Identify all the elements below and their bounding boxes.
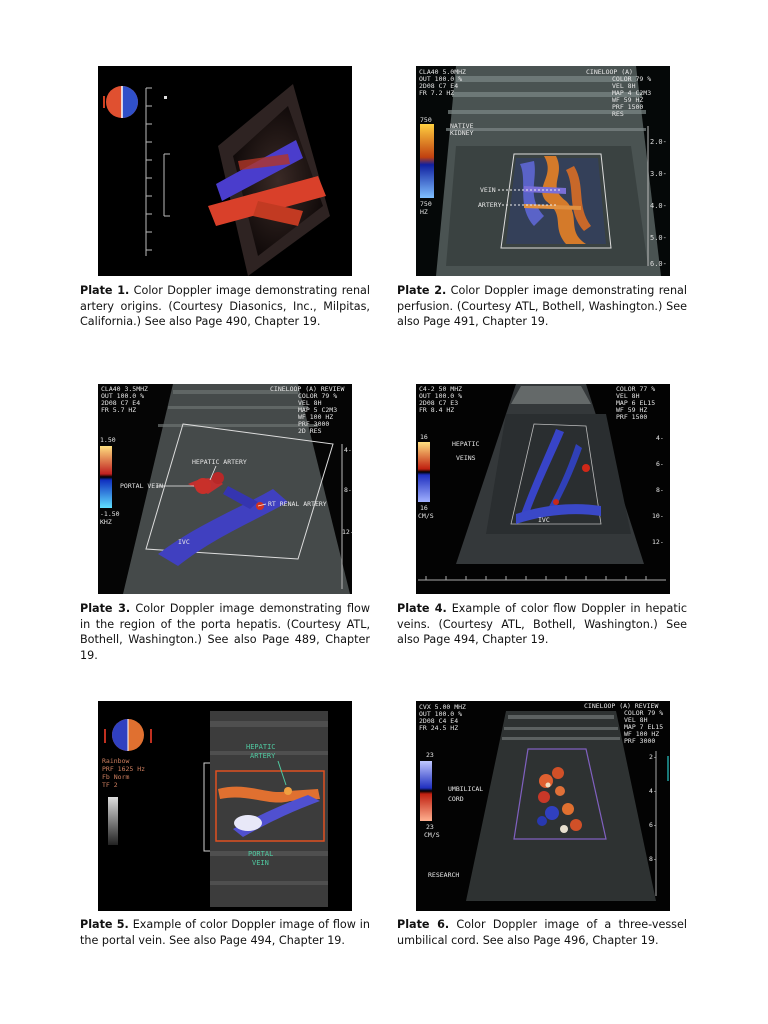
plate-6-caption: [397, 917, 687, 948]
plate-3-renal-artery-label: RT RENAL ARTERY: [268, 500, 327, 508]
plate-2-hdr-l1: CLA40 5.0MHZ: [419, 68, 466, 76]
plate-2-native-l1: NATIVE: [450, 122, 474, 130]
plate-2-native-l2: KIDNEY: [450, 129, 474, 137]
plate-2-hdr-r2: COLOR 79 %: [612, 75, 652, 83]
plate-3-hdr-l2: OUT 100.0 %: [101, 392, 145, 400]
plate-2-image: [416, 66, 670, 276]
plate-5-label: Plate 5.: [80, 918, 129, 931]
plate-6-label: Plate 6.: [397, 918, 450, 931]
plate-2-vein-label: VEIN: [480, 186, 496, 194]
plate-6-text: Color Doppler image of a three-vessel umbilical cord. See also Page 496, Chapter 19.: [397, 918, 688, 947]
plate-3-ivc-label: IVC: [178, 538, 190, 546]
plate-6-scale-unit: CM/S: [424, 831, 440, 839]
plate-2-scale-top: 750: [420, 116, 432, 124]
plate-5-image: [98, 701, 352, 911]
plate-3-hdr-l4: FR 5.7 HZ: [101, 406, 137, 414]
plate-6-research-label: RESEARCH: [428, 871, 460, 879]
plate-2-caption: [397, 283, 687, 330]
plate-2-artery-label: ARTERY: [478, 201, 502, 209]
plate-3-scale-top: 1.50: [100, 436, 116, 444]
plate-2-hdr-l3: 2D08 C7 E4: [419, 82, 459, 90]
plate-6-hdr-l1: CVX 5.00 MHZ: [419, 703, 466, 711]
plate-6-hdr-r5: WF 100 HZ: [624, 730, 660, 738]
plate-4-hdr-r2: VEL 8H: [616, 392, 640, 400]
plate-6-hdr-l2: OUT 100.0 %: [419, 710, 463, 718]
plate-6-hdr-r4: MAP 7 EL15: [624, 723, 664, 731]
plate-4-depth-4: 4-: [656, 434, 664, 442]
plate-3-depth-12: 12-: [342, 528, 354, 536]
plate-3-depth-4: 4-: [344, 446, 352, 454]
plate-4-hdr-l2: OUT 100.0 %: [419, 392, 463, 400]
plate-4-depth-8: 8-: [656, 486, 664, 494]
plate-4-scale-bottom: 16: [420, 504, 428, 512]
plate-2-hdr-l4: FR 7.2 HZ: [419, 89, 455, 97]
plate-6-scale-bottom: 23: [426, 823, 434, 831]
plate-4-hv-l1: HEPATIC: [452, 440, 480, 448]
plate-3-hdr-r2: COLOR 79 %: [298, 392, 338, 400]
plate-1-text: Color Doppler image demonstrating renal artery origins. (Courtesy Diasonics, Inc., Milpitas, California.) See also Page 490, Chapter 19.: [80, 284, 370, 328]
plate-3-depth-8: 8-: [344, 486, 352, 494]
plate-6-hdr-l3: 2D08 C4 E4: [419, 717, 459, 725]
plate-6-depth-2: 2-: [649, 753, 657, 761]
plate-3-image: [98, 384, 352, 594]
plate-3-text: Color Doppler image demonstrating flow in the region of the porta hepatis. (Courtesy ATL, Bothell, Washington.) See also Page 489, Chapter 19.: [80, 602, 370, 662]
plate-6-hdr-r1: CINELOOP (A) REVIEW: [584, 702, 659, 710]
plate-4-scale-top: 16: [420, 433, 428, 441]
plate-3-hdr-r1: CINELOOP (A) REVIEW: [270, 385, 345, 393]
plate-5-pv-l1: PORTAL: [248, 850, 274, 858]
plate-6-hdr-r2: COLOR 79 %: [624, 709, 664, 717]
plate-6-scale-top: 23: [426, 751, 434, 759]
plate-3-hdr-r3: VEL 8H: [298, 399, 322, 407]
plate-3-hdr-r7: 2D RES: [298, 427, 322, 435]
plate-2-depth-3: 3.0-: [650, 170, 667, 178]
plate-5-ha-l1: HEPATIC: [246, 743, 276, 751]
plate-6-hdr-l4: FR 24.5 HZ: [419, 724, 459, 732]
plate-4-depth-6: 6-: [656, 460, 664, 468]
plate-5-param-l4: TF 2: [102, 781, 118, 789]
plate-6-hdr-r3: VEL 8H: [624, 716, 648, 724]
plate-5-param-l3: Fb Norm: [102, 773, 130, 781]
plate-3-hepatic-artery-label: HEPATIC ARTERY: [192, 458, 247, 466]
plate-4-hdr-l4: FR 8.4 HZ: [419, 406, 455, 414]
plate-3-hdr-r6: PRF 3000: [298, 420, 330, 428]
plate-4-image: [416, 384, 670, 594]
plate-4-hdr-r1: COLOR 77 %: [616, 385, 656, 393]
plate-2-depth-5: 5.0-: [650, 234, 667, 242]
plate-6-depth-6: 6-: [649, 821, 657, 829]
plate-3-hdr-l1: CLA40 3.5MHZ: [101, 385, 148, 393]
plate-2-hdr-r1: CINELOOP (A): [586, 68, 633, 76]
plate-2-hdr-r5: WF 59 HZ: [612, 96, 644, 104]
plate-4-ivc-label: IVC: [538, 516, 550, 524]
plate-4-scale-unit: CM/S: [418, 512, 434, 520]
plate-2-depth-2: 2.0-: [650, 138, 667, 146]
plate-6-cord-l1: UMBILICAL: [448, 785, 484, 793]
plate-5-caption: [80, 917, 370, 948]
plate-2-depth-4: 4.0-: [650, 202, 667, 210]
plate-5-param-l1: Rainbow: [102, 757, 130, 765]
plate-6-depth-4: 4-: [649, 787, 657, 795]
plate-3-scale-bottom: -1.50: [100, 510, 120, 518]
plate-2-depth-6: 6.0-: [650, 260, 667, 268]
plate-4-text: Example of color flow Doppler in hepatic veins. (Courtesy ATL, Bothell, Washington.) See also Page 494, Chapter 19.: [397, 602, 688, 646]
plate-4-hdr-l1: C4-2 50 MHZ: [419, 385, 463, 393]
plate-5-pv-l2: VEIN: [252, 859, 269, 867]
plate-1-label: Plate 1.: [80, 284, 130, 297]
plate-6-cord-l2: CORD: [448, 795, 464, 803]
plate-4-depth-10: 10-: [652, 512, 664, 520]
plate-4-depth-12: 12-: [652, 538, 664, 546]
plate-2-hdr-r6: PRF 1500: [612, 103, 644, 111]
plate-4-hdr-r4: WF 59 HZ: [616, 406, 648, 414]
plate-2-text: Color Doppler image demonstrating renal perfusion. (Courtesy ATL, Bothell, Washington.) See also Page 491, Chapter 19.: [397, 284, 687, 328]
plate-1-image: [98, 66, 352, 276]
plate-4-caption: [397, 601, 687, 648]
plate-5-param-l2: PRF 1625 Hz: [102, 765, 146, 773]
plate-2-hdr-r4: MAP 4 C2M3: [612, 89, 652, 97]
plate-1-caption: [80, 283, 370, 330]
plate-3-hdr-l3: 2D08 C7 E4: [101, 399, 141, 407]
plate-6-depth-8: 8-: [649, 855, 657, 863]
plate-4-hv-l2: VEINS: [456, 454, 476, 462]
plate-2-scale-bottom: 750: [420, 200, 432, 208]
plate-2-label: Plate 2.: [397, 284, 447, 297]
plate-4-hdr-l3: 2D08 C7 E3: [419, 399, 459, 407]
plate-2-hdr-r3: VEL 8H: [612, 82, 636, 90]
plate-4-label: Plate 4.: [397, 602, 447, 615]
plate-5-ha-l2: ARTERY: [250, 752, 276, 760]
plate-5-text: Example of color Doppler image of flow in the portal vein. See also Page 494, Chapter 19.: [80, 918, 370, 947]
plate-4-hdr-r5: PRF 1500: [616, 413, 648, 421]
plate-3-label: Plate 3.: [80, 602, 131, 615]
plate-3-portal-vein-label: PORTAL VEIN: [120, 482, 164, 490]
plate-2-hdr-r7: RES: [612, 110, 624, 118]
plate-6-image: [416, 701, 670, 911]
plate-3-caption: [80, 601, 370, 663]
plate-6-hdr-r6: PRF 3000: [624, 737, 656, 745]
plate-3-scale-unit: KHZ: [100, 518, 112, 526]
plate-2-scale-unit: HZ: [420, 208, 428, 216]
plate-3-hdr-r5: WF 100 HZ: [298, 413, 334, 421]
plate-2-hdr-l2: OUT 100.0 %: [419, 75, 463, 83]
plate-4-hdr-r3: MAP 6 EL15: [616, 399, 656, 407]
plate-3-hdr-r4: MAP 5 C2M3: [298, 406, 338, 414]
